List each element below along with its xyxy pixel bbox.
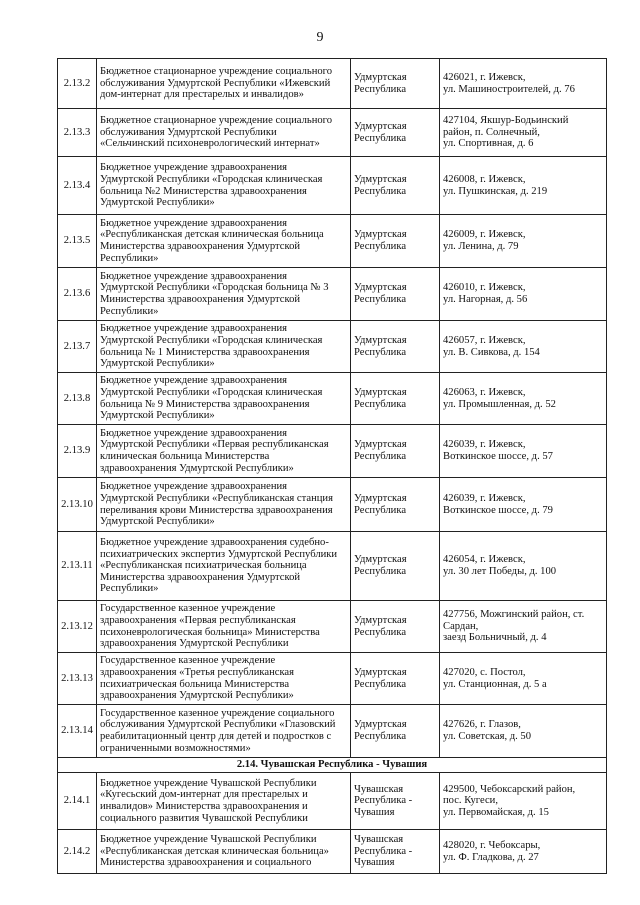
institution-address-line: ул. Советская, д. 50 bbox=[443, 731, 532, 742]
table-row bbox=[58, 532, 607, 601]
region-name-line: Удмуртская bbox=[354, 71, 407, 83]
row-number: 2.13.4 bbox=[58, 157, 97, 215]
region-name-line: Республика bbox=[354, 294, 407, 305]
table-row bbox=[58, 109, 607, 157]
table-row bbox=[58, 373, 607, 425]
institution-address-line: 427626, г. Глазов, bbox=[443, 719, 521, 731]
table-row bbox=[58, 830, 607, 874]
institution-name-line: здравоохранения «Третья республиканская bbox=[100, 666, 295, 678]
region-name-line: Удмуртская bbox=[354, 386, 407, 398]
institution-address-line: ул. Спортивная, д. 6 bbox=[443, 138, 534, 150]
region-name bbox=[351, 478, 440, 532]
table-row bbox=[58, 601, 607, 653]
institution-address-line: ул. В. Сивкова, д. 154 bbox=[443, 346, 540, 358]
institution-name bbox=[97, 653, 351, 705]
institution-address bbox=[440, 59, 607, 109]
institution-address-line: ул. Промышленная, д. 52 bbox=[443, 398, 556, 410]
region-name bbox=[351, 773, 440, 830]
region-name-line: Республика bbox=[354, 626, 407, 638]
institution-address bbox=[440, 830, 607, 874]
institution-address-line: 426057, г. Ижевск, bbox=[443, 334, 526, 346]
institution-name-line: обслуживания Удмуртской Республики «Глазовский bbox=[100, 719, 336, 731]
region-name bbox=[351, 830, 440, 874]
institution-name-line: Бюджетное стационарное учреждение социального bbox=[100, 66, 333, 78]
region-name-line: Республика bbox=[354, 185, 407, 197]
row-number: 2.13.7 bbox=[58, 321, 97, 373]
institution-name-line: здравоохранения Удмуртской Республики» bbox=[100, 462, 294, 474]
region-name-line: Республика bbox=[354, 346, 407, 358]
institution-name-line: психоневрологическая больница» Министерства bbox=[100, 626, 320, 638]
table-row bbox=[58, 478, 607, 532]
institution-address-line: ул. Станционная, д. 5 а bbox=[443, 678, 547, 690]
institution-address bbox=[440, 705, 607, 758]
institution-name-line: здравоохранения «Первая республиканская bbox=[100, 614, 296, 626]
institution-address-line: ул. 30 лет Победы, д. 100 bbox=[443, 566, 557, 577]
region-name bbox=[351, 425, 440, 478]
institution-name-line: Бюджетное учреждение здравоохранения bbox=[100, 270, 288, 282]
institution-name-line: Удмуртской Республики «Первая республиканская bbox=[100, 439, 329, 451]
row-number: 2.13.14 bbox=[58, 705, 97, 758]
institution-address-line: 426021, г. Ижевск, bbox=[443, 71, 526, 83]
institution-address-line: заезд Больничный, д. 4 bbox=[443, 632, 547, 644]
institution-name-line: Бюджетное учреждение здравоохранения судебно- bbox=[100, 537, 329, 549]
institution-name bbox=[97, 705, 351, 758]
institution-address-line: 427020, с. Постол, bbox=[443, 666, 526, 678]
institution-name-line: Государственное казенное учреждение социального bbox=[100, 707, 335, 719]
institution-address-line: ул. Нагорная, д. 56 bbox=[443, 294, 528, 305]
row-number: 2.13.2 bbox=[58, 59, 97, 109]
region-name-line: Республика bbox=[354, 398, 407, 410]
institution-address-line: Воткинское шоссе, д. 79 bbox=[443, 504, 553, 516]
institution-name-line: Министерства здравоохранения и социального bbox=[100, 857, 312, 869]
institution-address bbox=[440, 653, 607, 705]
institution-name bbox=[97, 773, 351, 830]
institution-name-line: Бюджетное учреждение здравоохранения bbox=[100, 427, 288, 439]
region-name bbox=[351, 59, 440, 109]
row-number: 2.13.5 bbox=[58, 215, 97, 268]
table-row bbox=[58, 215, 607, 268]
institution-name-line: Удмуртской Республики «Республиканская станция bbox=[100, 492, 333, 504]
institution-address-line: 426039, г. Ижевск, bbox=[443, 492, 526, 504]
institution-address-line: ул. Машиностроителей, д. 76 bbox=[443, 83, 575, 95]
institutions-table bbox=[57, 58, 607, 874]
page-number: 9 bbox=[316, 30, 324, 45]
region-name-line: Удмуртская bbox=[354, 173, 407, 185]
institution-address-line: 426054, г. Ижевск, bbox=[443, 554, 526, 566]
region-name-line: Удмуртская bbox=[354, 120, 407, 132]
section-header: 2.14. Чувашская Республика - Чувашия bbox=[58, 758, 607, 773]
institution-name-line: дом-интернат для престарелых и инвалидов» bbox=[100, 89, 304, 101]
region-name-line: Чувашия bbox=[354, 806, 395, 818]
institution-name-line: Удмуртской Республики «Городская клиническая bbox=[100, 386, 323, 398]
institution-name-line: Республики» bbox=[100, 583, 159, 595]
institution-name-line: «Республиканская детская клиническая больница» bbox=[100, 845, 329, 857]
institution-name-line: Бюджетное учреждение здравоохранения bbox=[100, 162, 288, 174]
institution-name bbox=[97, 373, 351, 425]
table-row bbox=[58, 268, 607, 321]
institution-name-line: «Сельчинский психоневрологический интернат» bbox=[100, 138, 320, 150]
institution-address bbox=[440, 478, 607, 532]
institution-address bbox=[440, 532, 607, 601]
institution-name-line: Удмуртской Республики» bbox=[100, 410, 215, 422]
institution-address bbox=[440, 109, 607, 157]
table-row bbox=[58, 653, 607, 705]
institution-name-line: Удмуртской Республики» bbox=[100, 358, 215, 370]
institution-name-line: «Республиканская детская клиническая больница bbox=[100, 229, 324, 241]
institution-address bbox=[440, 268, 607, 321]
institution-address-line: 429500, Чебоксарский район, bbox=[443, 783, 576, 795]
region-name bbox=[351, 268, 440, 321]
institution-name-line: Бюджетное учреждение Чувашской Республики bbox=[100, 834, 317, 846]
region-name-line: Удмуртская bbox=[354, 229, 407, 241]
institution-address-line: район, п. Солнечный, bbox=[443, 126, 540, 138]
institution-name bbox=[97, 59, 351, 109]
institution-name bbox=[97, 268, 351, 321]
institution-name-line: Бюджетное учреждение здравоохранения bbox=[100, 375, 288, 387]
institution-address-line: 426009, г. Ижевск, bbox=[443, 229, 526, 241]
row-number: 2.13.12 bbox=[58, 601, 97, 653]
region-name-line: Чувашия bbox=[354, 857, 395, 869]
row-number: 2.13.6 bbox=[58, 268, 97, 321]
institution-name-line: Бюджетное учреждение здравоохранения bbox=[100, 481, 288, 493]
institution-address-line: пос. Кугеси, bbox=[443, 795, 498, 807]
institution-name-line: переливания крови Министерства здравоохранения bbox=[100, 504, 333, 516]
institution-address-line: 426010, г. Ижевск, bbox=[443, 282, 526, 294]
institution-name-line: Министерства здравоохранения Удмуртской bbox=[100, 294, 301, 305]
institution-name-line: реабилитационный центр для детей и подростков с bbox=[100, 731, 332, 742]
institution-address-line: 426039, г. Ижевск, bbox=[443, 439, 526, 451]
table-row bbox=[58, 773, 607, 830]
region-name bbox=[351, 109, 440, 157]
institution-name-line: Удмуртской Республики «Городская клиническая bbox=[100, 173, 323, 185]
region-name-line: Удмуртская bbox=[354, 554, 407, 566]
institution-name-line: Государственное казенное учреждение bbox=[100, 655, 276, 667]
institution-name-line: «Кугесьский дом-интернат для престарелых и bbox=[100, 789, 308, 801]
institution-address-line: 426063, г. Ижевск, bbox=[443, 386, 526, 398]
region-name-line: Республика bbox=[354, 566, 407, 577]
institution-address-line: 428020, г. Чебоксары, bbox=[443, 839, 541, 851]
institution-name bbox=[97, 532, 351, 601]
institution-name-line: Удмуртской Республики» bbox=[100, 197, 215, 209]
institution-name-line: социального развития Чувашской Республики bbox=[100, 812, 308, 824]
row-number: 2.13.9 bbox=[58, 425, 97, 478]
institution-address bbox=[440, 321, 607, 373]
institution-name bbox=[97, 215, 351, 268]
institution-address bbox=[440, 373, 607, 425]
row-number: 2.13.8 bbox=[58, 373, 97, 425]
institution-name bbox=[97, 425, 351, 478]
region-name bbox=[351, 157, 440, 215]
region-name bbox=[351, 601, 440, 653]
institution-name-line: здравоохранения Удмуртской Республики» bbox=[100, 690, 294, 702]
institution-address-line: ул. Первомайская, д. 15 bbox=[443, 806, 549, 818]
institution-name-line: здравоохранения Удмуртской Республики bbox=[100, 638, 289, 650]
institution-name-line: Бюджетное учреждение Чувашской Республики bbox=[100, 777, 317, 789]
institution-name-line: больница №2 Министерства здравоохранения bbox=[100, 185, 307, 197]
institution-name-line: ограниченными возможностями» bbox=[100, 742, 251, 754]
institution-name bbox=[97, 157, 351, 215]
region-name-line: Республика bbox=[354, 731, 407, 742]
institution-name bbox=[97, 830, 351, 874]
region-name-line: Республика bbox=[354, 83, 407, 95]
institution-name-line: Бюджетное учреждение здравоохранения bbox=[100, 217, 288, 229]
region-name-line: Удмуртская bbox=[354, 614, 407, 626]
row-number: 2.14.2 bbox=[58, 830, 97, 874]
institution-name-line: клиническая больница Министерства bbox=[100, 451, 270, 462]
region-name-line: Республика - bbox=[354, 795, 413, 807]
institution-address bbox=[440, 157, 607, 215]
institution-name-line: Удмуртской Республики «Городская больница № 3 bbox=[100, 282, 329, 294]
institution-name-line: Республики» bbox=[100, 305, 159, 317]
region-name-line: Республика bbox=[354, 241, 407, 252]
region-name-line: Республика bbox=[354, 132, 407, 144]
table-row bbox=[58, 59, 607, 109]
region-name-line: Удмуртская bbox=[354, 719, 407, 731]
institution-address-line: ул. Ленина, д. 79 bbox=[443, 241, 519, 252]
institution-address bbox=[440, 601, 607, 653]
institution-name bbox=[97, 109, 351, 157]
region-name bbox=[351, 373, 440, 425]
institution-address bbox=[440, 773, 607, 830]
institution-name-line: Министерства здравоохранения Удмуртской bbox=[100, 241, 301, 252]
institution-name bbox=[97, 601, 351, 653]
region-name-line: Удмуртская bbox=[354, 666, 407, 678]
region-name-line: Чувашская bbox=[354, 834, 404, 846]
institution-name-line: обслуживания Удмуртской Республики «Ижевский bbox=[100, 77, 331, 89]
section-header-row bbox=[58, 758, 607, 773]
institution-address bbox=[440, 215, 607, 268]
institution-name-line: психиатрических экспертиз Удмуртской Республики bbox=[100, 548, 338, 560]
region-name-line: Удмуртская bbox=[354, 492, 407, 504]
institution-name-line: обслуживания Удмуртской Республики bbox=[100, 126, 277, 138]
institution-name-line: Бюджетное стационарное учреждение социального bbox=[100, 115, 333, 127]
institution-address-line: Воткинское шоссе, д. 57 bbox=[443, 451, 553, 462]
region-name-line: Удмуртская bbox=[354, 282, 407, 294]
table-row bbox=[58, 705, 607, 758]
row-number: 2.13.10 bbox=[58, 478, 97, 532]
region-name bbox=[351, 705, 440, 758]
institution-address bbox=[440, 425, 607, 478]
region-name bbox=[351, 321, 440, 373]
table-row bbox=[58, 425, 607, 478]
region-name bbox=[351, 532, 440, 601]
region-name-line: Чувашская bbox=[354, 783, 404, 795]
row-number: 2.13.13 bbox=[58, 653, 97, 705]
institution-address-line: Сардан, bbox=[443, 620, 479, 632]
institution-name-line: Бюджетное учреждение здравоохранения bbox=[100, 323, 288, 335]
institution-name-line: Государственное казенное учреждение bbox=[100, 603, 276, 615]
institution-name bbox=[97, 478, 351, 532]
institution-address-line: 427756, Можгинский район, ст. bbox=[443, 609, 585, 621]
institution-name-line: больница № 9 Министерства здравоохранения bbox=[100, 398, 310, 410]
region-name-line: Республика bbox=[354, 504, 407, 516]
region-name-line: Республика - bbox=[354, 845, 413, 857]
region-name bbox=[351, 653, 440, 705]
institution-name-line: больница № 1 Министерства здравоохранения bbox=[100, 346, 310, 358]
region-name-line: Республика bbox=[354, 451, 407, 462]
institution-name-line: инвалидов» Министерства здравоохранения и bbox=[100, 801, 308, 812]
region-name-line: Удмуртская bbox=[354, 334, 407, 346]
row-number: 2.13.11 bbox=[58, 532, 97, 601]
institution-address-line: ул. Ф. Гладкова, д. 27 bbox=[443, 851, 539, 863]
institution-address-line: 426008, г. Ижевск, bbox=[443, 173, 526, 185]
institutions-table-body bbox=[58, 59, 607, 874]
institution-address-line: 427104, Якшур-Бодьинский bbox=[443, 115, 569, 127]
region-name-line: Республика bbox=[354, 678, 407, 690]
row-number: 2.14.1 bbox=[58, 773, 97, 830]
institution-name bbox=[97, 321, 351, 373]
table-row bbox=[58, 157, 607, 215]
region-name bbox=[351, 215, 440, 268]
institution-name-line: психиатрическая больница Министерства bbox=[100, 678, 290, 690]
institution-name-line: Удмуртской Республики» bbox=[100, 516, 215, 528]
institution-name-line: Министерства здравоохранения Удмуртской bbox=[100, 571, 301, 583]
table-row bbox=[58, 321, 607, 373]
institution-name-line: Удмуртской Республики «Городская клиническая bbox=[100, 334, 323, 346]
row-number: 2.13.3 bbox=[58, 109, 97, 157]
institution-name-line: Республики» bbox=[100, 252, 159, 264]
institution-address-line: ул. Пушкинская, д. 219 bbox=[443, 185, 548, 197]
region-name-line: Удмуртская bbox=[354, 439, 407, 451]
institution-name-line: «Республиканская психиатрическая больница bbox=[100, 560, 307, 572]
